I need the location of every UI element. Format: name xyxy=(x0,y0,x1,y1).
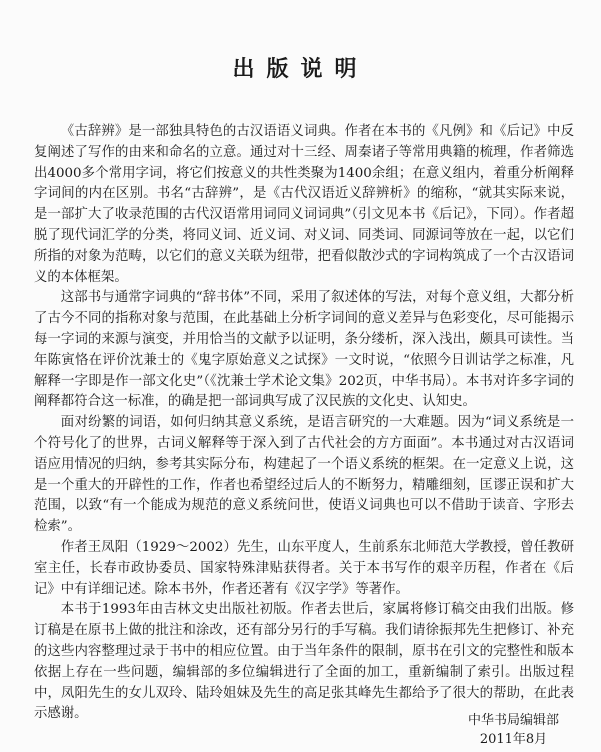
signature-block xyxy=(468,711,559,749)
paragraph-1: 《古辞辨》是一部独具特色的古汉语语义词典。作者在本书的《凡例》和《后记》中反复阐述了写作的由来和命名的立意。通过对十三经、周秦诸子等常用典籍的梳理，作者筛选出4000多个常用字词，将它们按意义的共性类聚为1400余组；在意义组内，着重分析阐释字词间的内在区别。书名“古辞辨”，是《古代汉语近义辞辨析》的缩称，“就其实际来说，是一部扩大了收录范围的古代汉语常用词同义词词典”（引文见本书《后记》，下同）。作者超脱了现代词汇学的分类，将同义词、近义词、对义词、同类词、同源词等放在一起，以它们所指的对象为范畴，以它们的意义关联为纽带，把看似散沙式的字词构筑成了一个古汉语词义的本体框架。 xyxy=(34,124,574,285)
paragraph-3: 面对纷繁的词语，如何归纳其意义系统，是语言研究的一大难题。因为“词义系统是一个符号化了的世界，古词义解释等于深入到了古代社会的方方面面”。本书通过对古汉语词语应用情况的归纳，参考其实际分布，构建起了一个语义系统的框架。在一定意义上说，这是一个重大的开辟性的工作，作者也希望经过后人的不断努力，精雕细刻，匡谬正误和扩大范围，以致“有一个能成为规范的意义系统问世，使语义词典也可以不借助于读音、字形去检索”。 xyxy=(34,415,574,535)
paragraph-5: 本书于1993年由吉林文史出版社初版。作者去世后，家属将修订稿交由我们出版。修订稿是在原书上做的批注和涂改，还有部分另行的手写稿。我们请徐振邦先生把修订、补充的这些内容整理过录于书中的相应位置。由于当年条件的限制，原书在引文的完整性和版本依据上存在一些问题，编辑部的多位编辑进行了全面的加工，重新编制了索引。出版过程中，凤阳先生的女儿双玲、陆玲姐妹及先生的高足张其峰先生都给予了很大的帮助，在此表示感谢。 xyxy=(34,602,574,722)
publish-date: 2011年8月 xyxy=(479,732,548,747)
paragraph-4: 作者王凤阳（1929～2002）先生，山东平度人，生前系东北师范大学教授，曾任教研室主任，长春市政协委员、国家特殊津贴获得者。关于本书写作的艰辛历程，作者在《后记》中有详细记述。除本书外，作者还著有《汉字学》等著作。 xyxy=(34,539,574,597)
page-title: 出版说明 xyxy=(232,56,369,82)
paragraph-2: 这部书与通常字词典的“辞书体”不同，采用了叙述体的写法，对每个意义组，大都分析了古今不同的指称对象与范围，在此基础上分析字词间的意义差异与色彩变化，尽可能揭示每一字词的来源与演变，并用恰当的文献予以证明，条分缕析，深入浅出，颇具可读性。当年陈寅恪在评价沈兼士的《鬼字原始意义之试探》一文时说，“依照今日训诂学之标准，凡解释一字即是作一部文化史”（《沈兼士学术论文集》202页，中华书局）。本书对许多字词的阐释都符合这一标准，的确是把一部词典写成了汉民族的文化史、认知史。 xyxy=(34,290,574,410)
body-text xyxy=(34,122,574,725)
publisher-name: 中华书局编辑部 xyxy=(467,713,559,728)
